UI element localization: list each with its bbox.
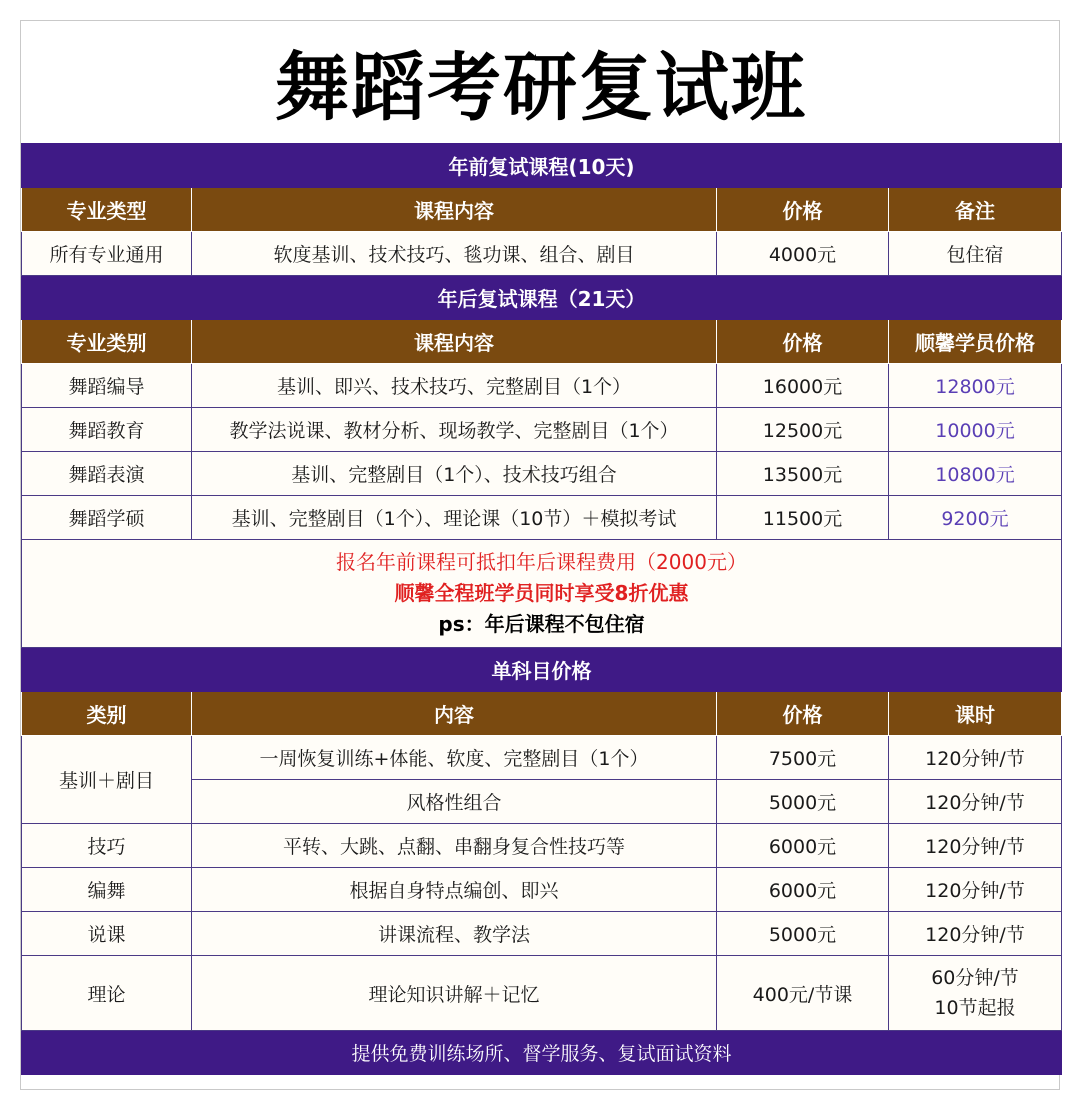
duration-text: 60分钟/节 [931, 967, 1019, 989]
footer-row [22, 1031, 1062, 1075]
duration-cell: 120分钟/节 [889, 912, 1062, 956]
table-row [22, 736, 1062, 780]
content-cell: 教学法说课、教材分析、现场教学、完整剧目（1个） [192, 408, 717, 452]
price-cell: 12500元 [717, 408, 889, 452]
category-cell: 基训＋剧目 [22, 736, 192, 824]
section3-header-row [22, 692, 1062, 736]
price-table [21, 143, 1062, 1075]
duration-cell: 120分钟/节 [889, 736, 1062, 780]
price-cell: 5000元 [717, 780, 889, 824]
column-header: 顺馨学员价格 [889, 320, 1062, 364]
table-row [22, 956, 1062, 1031]
minimum-enrollment-text: 10节起报 [934, 997, 1016, 1019]
column-header: 价格 [717, 692, 889, 736]
content-cell: 基训、即兴、技术技巧、完整剧目（1个） [192, 364, 717, 408]
price-cell: 6000元 [717, 868, 889, 912]
price-cell: 7500元 [717, 736, 889, 780]
price-cell: 13500元 [717, 452, 889, 496]
content-cell: 风格性组合 [192, 780, 717, 824]
category-cell: 编舞 [22, 868, 192, 912]
price-cell: 6000元 [717, 824, 889, 868]
category-cell: 说课 [22, 912, 192, 956]
price-cell: 400元/节课 [717, 956, 889, 1031]
price-cell: 4000元 [717, 232, 889, 276]
duration-cell [889, 956, 1062, 1031]
notes-cell [22, 540, 1062, 648]
price-cell: 16000元 [717, 364, 889, 408]
table-row [22, 824, 1062, 868]
accommodation-note: ps：年后课程不包住宿 [438, 612, 645, 636]
category-cell: 舞蹈表演 [22, 452, 192, 496]
column-header: 内容 [192, 692, 717, 736]
discount-note: 顺馨全程班学员同时享受8折优惠 [394, 581, 689, 605]
table-row [22, 496, 1062, 540]
category-cell: 技巧 [22, 824, 192, 868]
table-row [22, 364, 1062, 408]
content-cell: 根据自身特点编创、即兴 [192, 868, 717, 912]
content-cell: 讲课流程、教学法 [192, 912, 717, 956]
price-cell: 5000元 [717, 912, 889, 956]
content-cell: 基训、完整剧目（1个）、技术技巧组合 [192, 452, 717, 496]
price-cell: 11500元 [717, 496, 889, 540]
duration-cell: 120分钟/节 [889, 824, 1062, 868]
price-sheet [20, 20, 1060, 1090]
section1-header-row [22, 188, 1062, 232]
duration-cell: 120分钟/节 [889, 868, 1062, 912]
content-cell: 理论知识讲解＋记忆 [192, 956, 717, 1031]
column-header: 类别 [22, 692, 192, 736]
alumni-price-cell: 10800元 [889, 452, 1062, 496]
duration-cell: 120分钟/节 [889, 780, 1062, 824]
page-title: 舞蹈考研复试班 [275, 45, 807, 131]
content-cell: 软度基训、技术技巧、毯功课、组合、剧目 [192, 232, 717, 276]
notes-row [22, 540, 1062, 648]
column-header: 课程内容 [192, 320, 717, 364]
table-row [22, 452, 1062, 496]
table-row [22, 912, 1062, 956]
column-header: 价格 [717, 188, 889, 232]
column-header: 课时 [889, 692, 1062, 736]
column-header: 价格 [717, 320, 889, 364]
category-cell: 理论 [22, 956, 192, 1031]
content-cell: 基训、完整剧目（1个）、理论课（10节）＋模拟考试 [192, 496, 717, 540]
section2-heading: 年后复试课程（21天） [22, 276, 1062, 320]
section1-heading-row [22, 144, 1062, 188]
alumni-price-cell: 12800元 [889, 364, 1062, 408]
section1-heading: 年前复试课程(10天) [22, 144, 1062, 188]
category-cell: 所有专业通用 [22, 232, 192, 276]
content-cell: 平转、大跳、点翻、串翻身复合性技巧等 [192, 824, 717, 868]
footer-note: 提供免费训练场所、督学服务、复试面试资料 [22, 1031, 1062, 1075]
table-row [22, 868, 1062, 912]
column-header: 课程内容 [192, 188, 717, 232]
category-cell: 舞蹈编导 [22, 364, 192, 408]
section2-header-row [22, 320, 1062, 364]
note-cell: 包住宿 [889, 232, 1062, 276]
category-cell: 舞蹈学硕 [22, 496, 192, 540]
deduction-note: 报名年前课程可抵扣年后课程费用（2000元） [336, 550, 747, 574]
section3-heading: 单科目价格 [22, 648, 1062, 692]
column-header: 专业类别 [22, 320, 192, 364]
category-cell: 舞蹈教育 [22, 408, 192, 452]
section3-heading-row [22, 648, 1062, 692]
alumni-price-cell: 9200元 [889, 496, 1062, 540]
content-cell: 一周恢复训练+体能、软度、完整剧目（1个） [192, 736, 717, 780]
column-header: 备注 [889, 188, 1062, 232]
alumni-price-cell: 10000元 [889, 408, 1062, 452]
column-header: 专业类型 [22, 188, 192, 232]
table-row [22, 232, 1062, 276]
table-row [22, 408, 1062, 452]
section2-heading-row [22, 276, 1062, 320]
